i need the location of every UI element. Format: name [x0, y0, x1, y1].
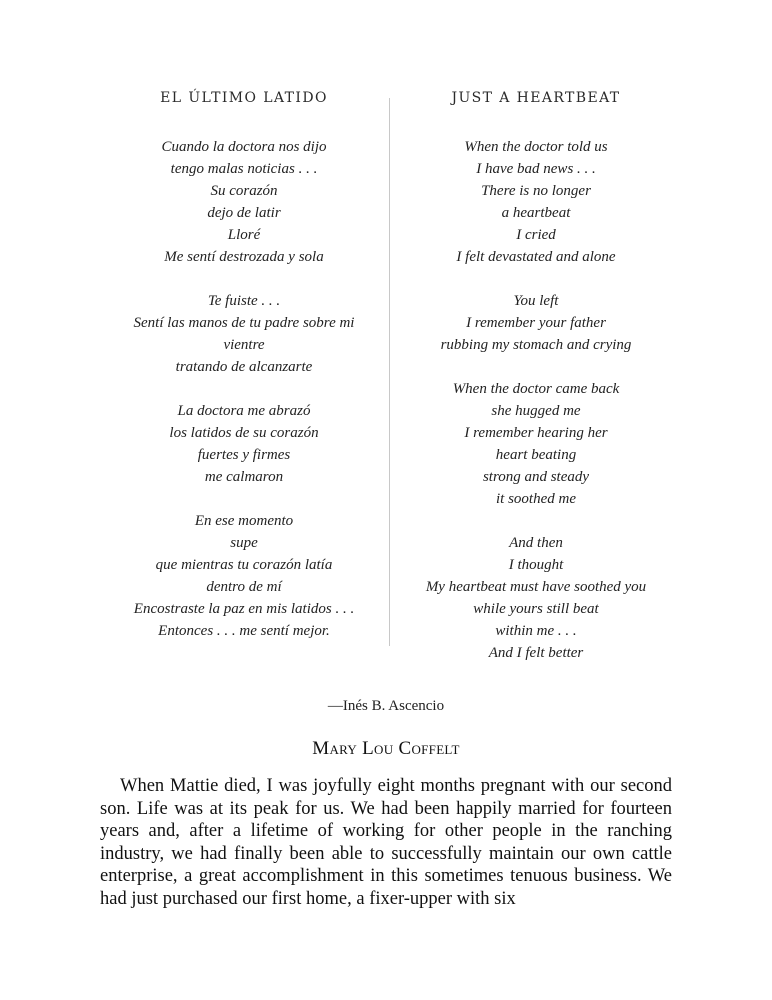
poem-line: rubbing my stomach and crying — [440, 337, 632, 353]
poem-line: You left — [513, 293, 559, 309]
stanza — [110, 510, 378, 642]
poem-line: My heartbeat must have soothed you — [425, 579, 647, 595]
poem-line: And I felt better — [488, 645, 584, 661]
essay-paragraph: When Mattie died, I was joyfully eight months pregnant with our second son. Life was at its peak for us. We had been happily married for fourteen years and, after a lifetime of working for other people in the ranching industry, we had finally been able to successfully maintain our own cattle enterprise, a great accomplishment in this sometimes tenuous business. We had just purchased our first home, a fixer-upper with six — [100, 776, 672, 909]
poem-line: I remember your father — [466, 315, 606, 331]
poem-line: dentro de mí — [206, 579, 282, 595]
poem-line: me calmaron — [204, 469, 284, 485]
poem-line: La doctora me abrazó — [177, 403, 311, 419]
poem-line: dejo de latir — [207, 205, 281, 221]
poem-line: los latidos de su corazón — [169, 425, 319, 441]
poem-title-spanish: EL ÚLTIMO LATIDO — [160, 90, 328, 106]
poem-line: Encostraste la paz en mis latidos . . . — [133, 601, 355, 617]
essay-author-heading: Mary Lou Coffelt — [312, 738, 460, 759]
english-poem — [400, 88, 672, 686]
poem-line: When the doctor told us — [464, 139, 608, 155]
stanza — [400, 290, 672, 356]
poem-line: tratando de alcanzarte — [175, 359, 313, 375]
poem-line: Cuando la doctora nos dijo — [161, 139, 327, 155]
poem-line: Sentí las manos de tu padre sobre mi — [133, 315, 355, 331]
poem-line: supe — [230, 535, 258, 551]
poem-line: There is no longer — [481, 183, 591, 199]
poem-line: tengo malas noticias . . . — [170, 161, 318, 177]
poem-line: I felt devastated and alone — [456, 249, 616, 265]
stanza — [400, 378, 672, 510]
stanza — [110, 136, 378, 268]
poem-line: que mientras tu corazón latía — [155, 557, 333, 573]
poem-line: Entonces . . . me sentí mejor. — [158, 623, 330, 639]
poem-line: vientre — [223, 337, 265, 353]
poem-line: I cried — [516, 227, 556, 243]
poem-line: a heartbeat — [501, 205, 571, 221]
poem-line: En ese momento — [194, 513, 294, 529]
poem-line: Me sentí destrozada y sola — [164, 249, 324, 265]
poem-line: fuertes y firmes — [197, 447, 291, 463]
stanzas-spanish — [110, 136, 378, 642]
poem-attribution: —Inés B. Ascencio — [327, 698, 445, 714]
poem-line: heart beating — [495, 447, 577, 463]
spanish-poem — [110, 88, 378, 664]
poem-line: within me . . . — [495, 623, 577, 639]
poem-line: Lloré — [227, 227, 261, 243]
column-divider — [389, 98, 390, 646]
stanza — [110, 290, 378, 378]
bilingual-poem — [110, 88, 670, 668]
poem-line: And then — [509, 535, 563, 551]
stanza — [110, 400, 378, 488]
poem-line: Su corazón — [210, 183, 278, 199]
stanza — [400, 136, 672, 268]
poem-title-english: JUST A HEARTBEAT — [451, 90, 621, 106]
poem-line: she hugged me — [491, 403, 581, 419]
poem-line: When the doctor came back — [452, 381, 620, 397]
stanza — [400, 532, 672, 664]
poem-line: while yours still beat — [473, 601, 599, 617]
poem-line: strong and steady — [482, 469, 590, 485]
poem-line: Te fuiste . . . — [207, 293, 281, 309]
poem-line: I have bad news . . . — [476, 161, 596, 177]
stanzas-english — [400, 136, 672, 664]
poem-line: I thought — [508, 557, 564, 573]
poem-line: it soothed me — [496, 491, 576, 507]
poem-line: I remember hearing her — [464, 425, 608, 441]
